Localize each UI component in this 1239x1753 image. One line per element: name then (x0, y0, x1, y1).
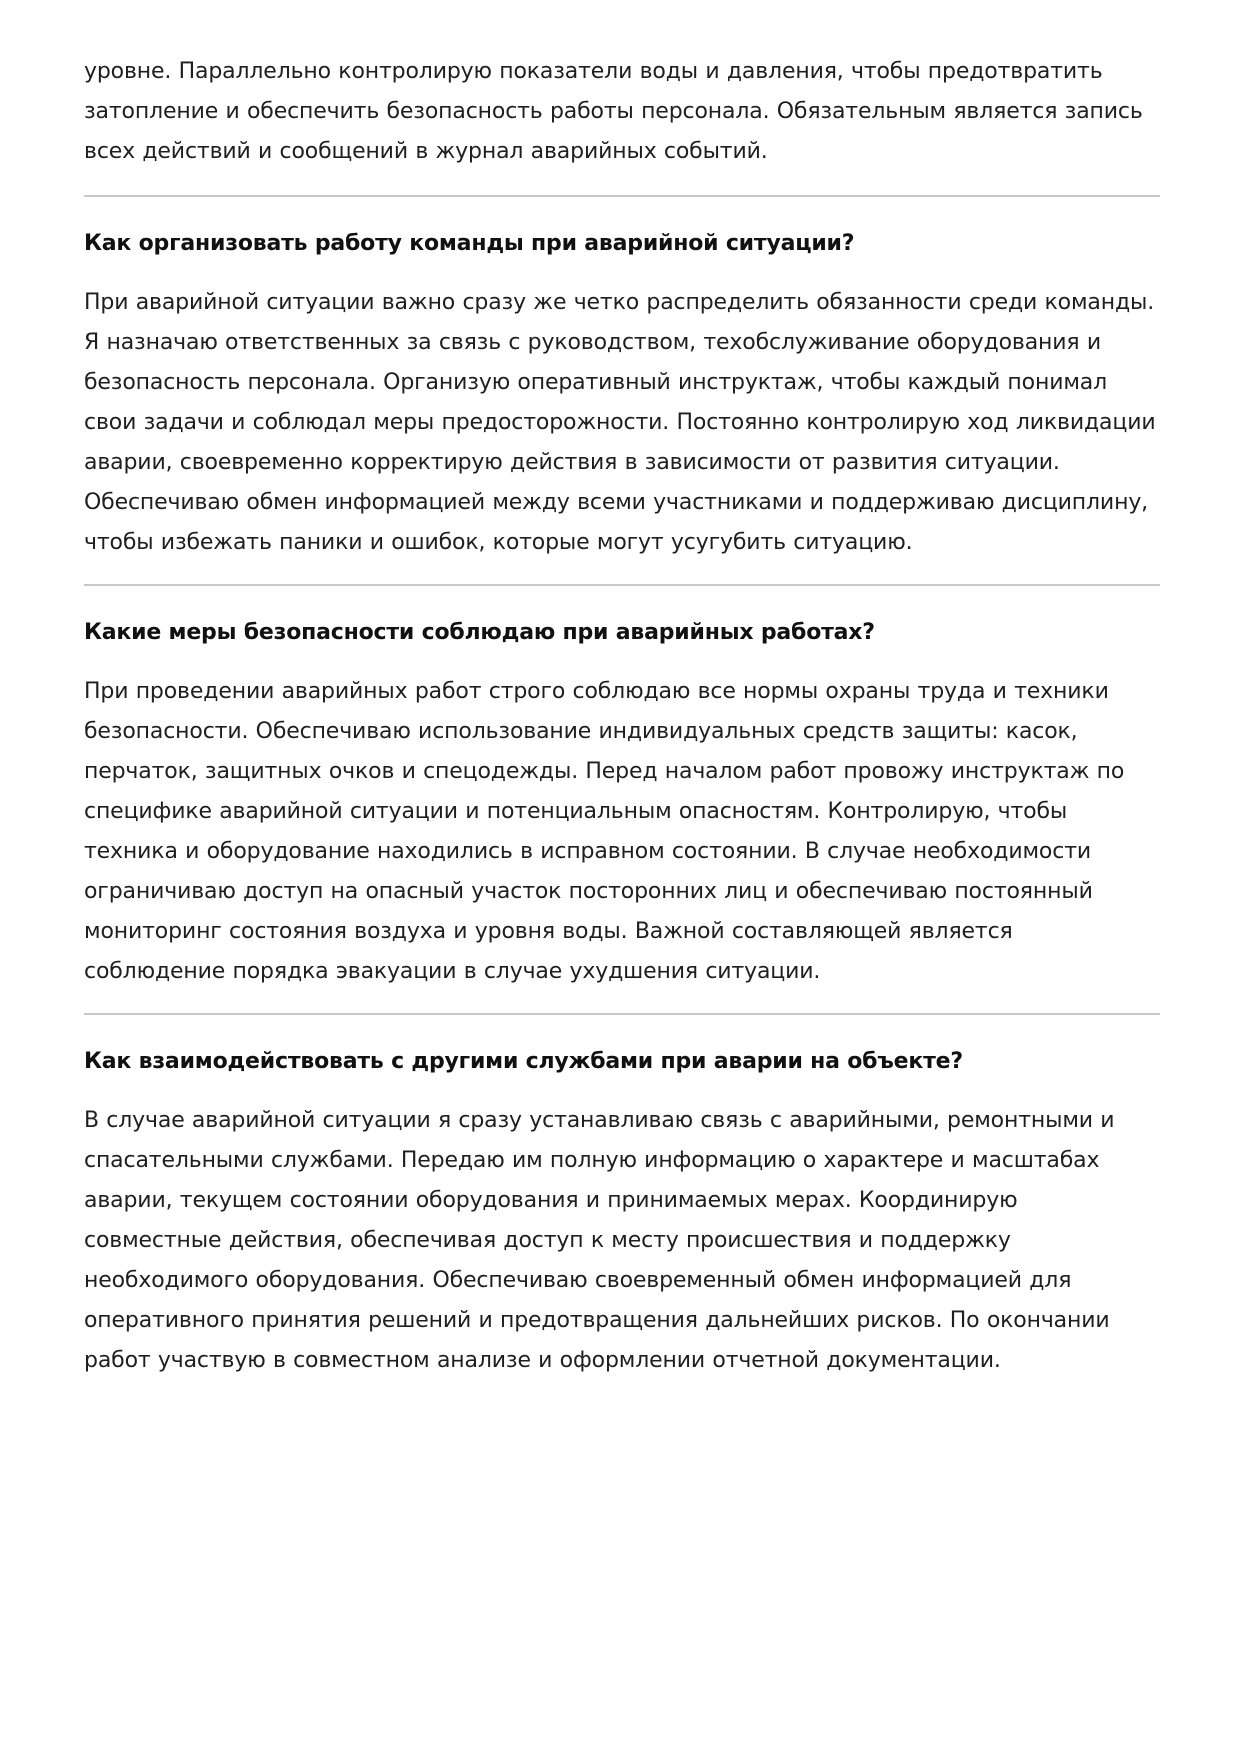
qa-section-services-interaction (84, 1047, 1160, 1381)
section-divider (84, 1013, 1160, 1015)
answer-paragraph: При аварийной ситуации важно сразу же четко распределить обязанности среди команды. Я назначаю ответственных за связь с руководством, техобслуживание оборудования и безопасность персонала. Организую оперативный инструктаж, чтобы каждый понимал свои задачи и соблюдал меры предосторожности. Постоянно контролирую ход ликвидации аварии, своевременно корректирую действия в зависимости от развития ситуации. Обеспечиваю обмен информацией между всеми участниками и поддерживаю дисциплину, чтобы избежать паники и ошибок, которые могут усугубить ситуацию. (84, 290, 1156, 555)
qa-section-safety-measures (84, 618, 1160, 1015)
qa-section-team-organization (84, 229, 1160, 586)
question-heading: Какие меры безопасности соблюдаю при аварийных работах? (84, 620, 875, 645)
section-divider (84, 195, 1160, 197)
question-heading: Как организовать работу команды при аварийной ситуации? (84, 231, 855, 256)
document-page (84, 52, 1160, 1381)
answer-paragraph: В случае аварийной ситуации я сразу устанавливаю связь с аварийными, ремонтными и спасательными службами. Передаю им полную информацию о характере и масштабах аварии, текущем состоянии оборудования и принимаемых мерах. Координирую совместные действия, обеспечивая доступ к месту происшествия и поддержку необходимого оборудования. Обеспечиваю своевременный обмен информацией для оперативного принятия решений и предотвращения дальнейших рисков. По окончании работ участвую в совместном анализе и оформлении отчетной документации. (84, 1108, 1115, 1373)
section-divider (84, 584, 1160, 586)
question-heading: Как взаимодействовать с другими службами при аварии на объекте? (84, 1049, 963, 1074)
intro-paragraph: уровне. Параллельно контролирую показатели воды и давления, чтобы предотвратить затопление и обеспечить безопасность работы персонала. Обязательным является запись всех действий и сообщений в журнал аварийных событий. (84, 59, 1143, 164)
answer-paragraph: При проведении аварийных работ строго соблюдаю все нормы охраны труда и техники безопасности. Обеспечиваю использование индивидуальных средств защиты: касок, перчаток, защитных очков и спецодежды. Перед началом работ провожу инструктаж по специфике аварийной ситуации и потенциальным опасностям. Контролирую, чтобы техника и оборудование находились в исправном состоянии. В случае необходимости ограничиваю доступ на опасный участок посторонних лиц и обеспечиваю постоянный мониторинг состояния воздуха и уровня воды. Важной составляющей является соблюдение порядка эвакуации в случае ухудшения ситуации. (84, 679, 1125, 984)
